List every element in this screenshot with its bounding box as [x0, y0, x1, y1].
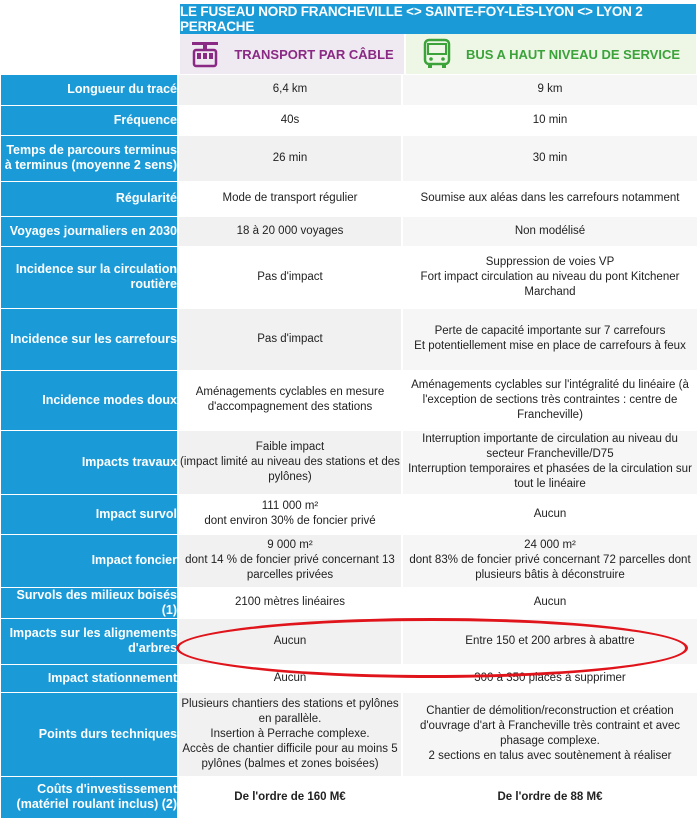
bus-value	[402, 246, 697, 308]
bus-value: 10 min	[402, 105, 697, 135]
bus-value	[402, 534, 697, 587]
row-label: Coûts d'investissement (matériel roulant inclus) (2)	[1, 776, 178, 818]
gondola-icon	[190, 39, 220, 69]
cable-value: Aménagements cyclables en mesure d'accompagnement des stations	[178, 370, 402, 430]
row-label: Fréquence	[1, 105, 178, 135]
cable-value	[178, 692, 402, 776]
table-row	[1, 75, 697, 105]
bus-value: Soumise aux aléas dans les carrefours notamment	[402, 181, 697, 216]
table-row	[1, 534, 697, 587]
cable-column-header	[180, 34, 404, 74]
row-label: Impact stationnement	[1, 664, 178, 692]
cable-value: Pas d'impact	[178, 308, 402, 370]
bus-value-line: 24 000 m²	[524, 539, 576, 551]
cable-value: 6,4 km	[178, 75, 402, 105]
bus-value-line: 2 sections en talus avec soutènement à réaliser	[428, 750, 672, 762]
cable-value-line: dont 14 % de foncier privé concernant 13 parcelles privées	[185, 554, 395, 581]
bus-value	[402, 430, 697, 494]
cable-value-line: Plusieurs chantiers des stations et pylônes en parallèle.	[181, 697, 399, 725]
bus-value-line: Interruption temporaires et phasées de la circulation sur tout le linéaire	[408, 463, 692, 490]
cable-value: 26 min	[178, 135, 402, 181]
cable-value: Aucun	[178, 618, 402, 664]
bus-value: Aucun	[402, 587, 697, 618]
table-row	[1, 692, 697, 776]
bus-value-line: Suppression de voies VP	[485, 255, 615, 268]
table-row	[1, 370, 697, 430]
cable-value-line: 9 000 m²	[267, 539, 313, 551]
row-label: Voyages journaliers en 2030	[1, 216, 178, 246]
table-row	[1, 135, 697, 181]
bus-value: 30 min	[402, 135, 697, 181]
row-label: Impacts sur les alignements d'arbres	[1, 618, 178, 664]
cable-value-line: Accès de chantier difficile pour au moins 5 pylônes (balmes et zones boisées)	[182, 742, 398, 770]
row-label: Régularité	[1, 181, 178, 216]
cable-value-line: Faible impact	[255, 440, 325, 453]
bus-column-label: BUS A HAUT NIVEAU DE SERVICE	[465, 46, 681, 62]
bus-value-line: Interruption importante de circulation au niveau du secteur Francheville/D75	[422, 433, 678, 460]
table-row	[1, 246, 697, 308]
row-label: Temps de parcours terminus à terminus (moyenne 2 sens)	[1, 135, 178, 181]
cable-value-line: Insertion à Perrache complexe.	[210, 727, 370, 740]
table-row	[1, 430, 697, 494]
table-row	[1, 664, 697, 692]
table-row	[1, 776, 697, 818]
bus-value-line: Et potentiellement mise en place de carrefours à feux	[414, 340, 686, 352]
table-row	[1, 181, 697, 216]
table-row	[1, 308, 697, 370]
bus-value: Aménagements cyclables sur l'intégralité du linéaire (à l'exception de sections très contraintes : centre de Francheville)	[402, 370, 697, 430]
bus-value	[402, 692, 697, 776]
bus-value-line: dont 83% de foncier privé concernant 72 parcelles dont plusieurs bâtis à déconstruire	[409, 554, 691, 581]
row-label: Impact survol	[1, 494, 178, 534]
row-label: Incidence modes doux	[1, 370, 178, 430]
bus-value: 300 à 350 places à supprimer	[402, 664, 697, 692]
table-row	[1, 494, 697, 534]
cable-value: Mode de transport régulier	[178, 181, 402, 216]
bus-value	[402, 308, 697, 370]
cable-value-line: dont environ 30% de foncier privé	[204, 515, 376, 527]
bus-value-line: Fort impact circulation au niveau du pont Kitchener Marchand	[420, 270, 680, 298]
bus-value: Non modélisé	[402, 216, 697, 246]
bus-value: 9 km	[402, 75, 697, 105]
cable-value: 18 à 20 000 voyages	[178, 216, 402, 246]
table-row	[1, 216, 697, 246]
bus-value-line: Perte de capacité importante sur 7 carrefours	[434, 325, 666, 337]
cable-value: Aucun	[178, 664, 402, 692]
row-label: Incidence sur la circulation routière	[1, 246, 178, 308]
cable-value-line: (impact limité au niveau des stations et des pylônes)	[180, 455, 400, 483]
table-row	[1, 105, 697, 135]
bus-value: Aucun	[402, 494, 697, 534]
bus-column-header	[406, 34, 696, 74]
table-row	[1, 587, 697, 618]
cable-value	[178, 494, 402, 534]
cable-value-line: 111 000 m²	[261, 500, 319, 512]
table-row	[1, 618, 697, 664]
cable-value	[178, 430, 402, 494]
bus-value: De l'ordre de 88 M€	[402, 776, 697, 818]
cable-value: 40s	[178, 105, 402, 135]
row-label: Survols des milieux boisés (1)	[1, 587, 178, 618]
bus-icon	[422, 38, 452, 70]
row-label: Points durs techniques	[1, 692, 178, 776]
cable-value: De l'ordre de 160 M€	[178, 776, 402, 818]
cable-value: 2100 mètres linéaires	[178, 587, 402, 618]
bus-value: Entre 150 et 200 arbres à abattre	[402, 618, 697, 664]
comparison-table	[1, 75, 697, 819]
bus-value-line: Chantier de démolition/reconstruction et création d'ouvrage d'art à Francheville très contraint et avec phasage complexe.	[419, 705, 681, 747]
cable-value: Pas d'impact	[178, 246, 402, 308]
row-label: Impacts travaux	[1, 430, 178, 494]
row-label: Incidence sur les carrefours	[1, 308, 178, 370]
cable-value	[178, 534, 402, 587]
row-label: Impact foncier	[1, 534, 178, 587]
cable-column-label: TRANSPORT PAR CÂBLE	[234, 46, 394, 62]
row-label: Longueur du tracé	[1, 75, 178, 105]
table-title: LE FUSEAU NORD FRANCHEVILLE <> SAINTE-FOY-LÈS-LYON <> LYON 2 PERRACHE	[180, 4, 696, 34]
